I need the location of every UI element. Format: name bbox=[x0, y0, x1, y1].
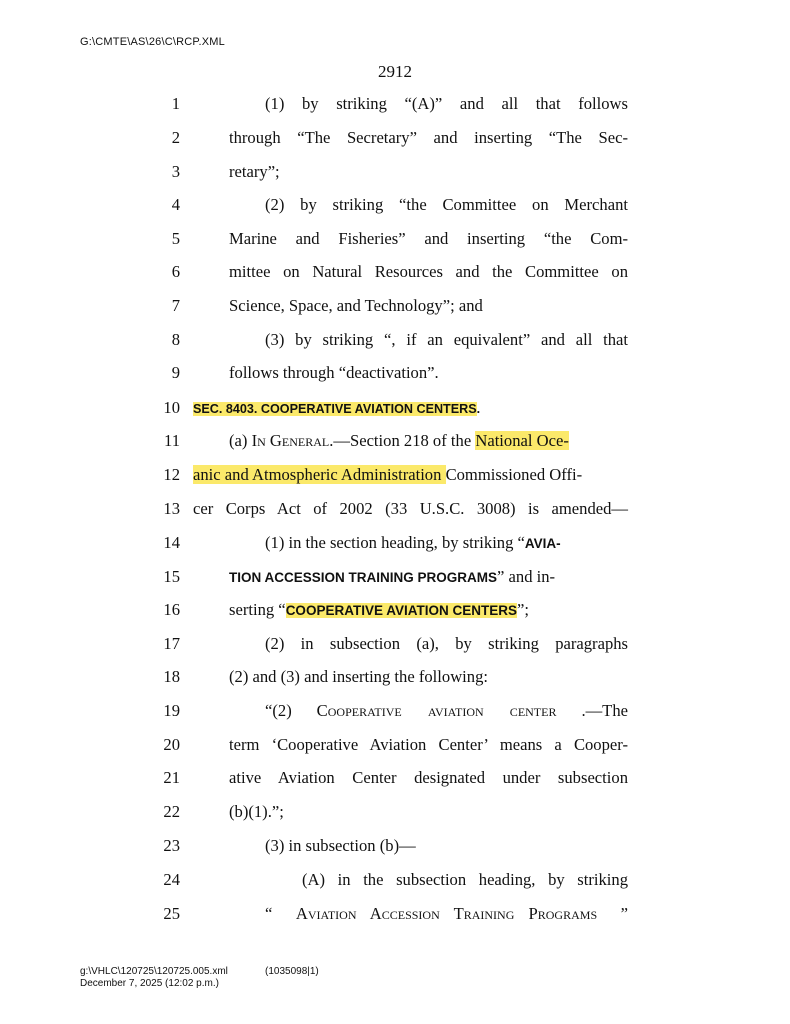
line-number: 6 bbox=[171, 262, 180, 281]
document-line bbox=[0, 323, 790, 356]
document-line bbox=[0, 526, 790, 559]
line-number: 10 bbox=[163, 398, 180, 417]
line-text: cer Corps Act of 2002 (33 U.S.C. 3008) is amended— bbox=[193, 499, 628, 518]
document-line bbox=[0, 761, 790, 794]
line-number: 9 bbox=[171, 363, 180, 382]
line-number: 14 bbox=[163, 533, 180, 552]
line-number: 5 bbox=[171, 229, 180, 248]
line-text: Marine and Fisheries” and inserting “the Com- bbox=[229, 229, 628, 248]
line-number: 13 bbox=[163, 499, 180, 518]
line-text: (2) by striking “the Committee on Merchant bbox=[265, 195, 628, 214]
line-text: Science, Space, and Technology”; and bbox=[229, 296, 483, 315]
line-number: 25 bbox=[163, 904, 180, 923]
document-line bbox=[0, 87, 790, 120]
line-text: retary”; bbox=[229, 162, 280, 181]
line-text: (3) in subsection (b)— bbox=[265, 836, 416, 855]
line-text: anic and Atmospheric Administration Commissioned Offi- bbox=[193, 465, 583, 484]
document-line bbox=[0, 492, 790, 525]
line-text: (3) by striking “, if an equivalent” and all that bbox=[265, 330, 628, 349]
document-line bbox=[0, 222, 790, 255]
document-line bbox=[0, 391, 790, 424]
line-number: 22 bbox=[163, 802, 180, 821]
line-number: 2 bbox=[171, 128, 180, 147]
line-number: 12 bbox=[163, 465, 180, 484]
highlighted-text: COOPERATIVE AVIATION CENTERS bbox=[285, 603, 517, 618]
line-text: mittee on Natural Resources and the Committee on bbox=[229, 262, 628, 281]
document-line bbox=[0, 660, 790, 693]
line-text: (2) in subsection (a), by striking paragraphs bbox=[265, 634, 628, 653]
line-text: (a) In General.—Section 218 of the National Oce- bbox=[229, 431, 569, 450]
heading-caption: Aviation Accession Training Programs bbox=[295, 904, 598, 923]
line-number: 7 bbox=[171, 296, 180, 315]
page-footer bbox=[80, 966, 319, 990]
line-text: term ‘Cooperative Aviation Center’ means a Cooper- bbox=[229, 735, 628, 754]
document-file-path: G:\CMTE\AS\26\C\RCP.XML bbox=[80, 36, 225, 48]
line-text: serting “COOPERATIVE AVIATION CENTERS”; bbox=[229, 600, 529, 619]
line-number: 11 bbox=[164, 431, 180, 450]
document-line bbox=[0, 424, 790, 457]
document-line bbox=[0, 863, 790, 896]
line-number: 4 bbox=[171, 195, 180, 214]
line-number: 21 bbox=[163, 768, 180, 787]
document-line bbox=[0, 694, 790, 727]
page-number: 2912 bbox=[378, 62, 412, 81]
line-text: (2) and (3) and inserting the following: bbox=[229, 667, 488, 686]
line-number: 24 bbox=[163, 870, 180, 889]
line-number: 19 bbox=[163, 701, 180, 720]
line-text: through “The Secretary” and inserting “The Sec- bbox=[229, 128, 628, 147]
footer-document-code: (1035098|1) bbox=[265, 966, 319, 977]
footer-file-path: g:\VHLC\120725\120725.005.xml bbox=[80, 966, 228, 977]
line-number: 20 bbox=[163, 735, 180, 754]
document-line bbox=[0, 560, 790, 593]
document-line bbox=[0, 728, 790, 761]
line-text: (1) in the section heading, by striking “AVIA- bbox=[265, 533, 561, 552]
line-text: (A) in the subsection heading, by striking bbox=[302, 870, 628, 889]
footer-date: December 7, 2025 (12:02 p.m.) bbox=[80, 978, 219, 989]
document-line bbox=[0, 255, 790, 288]
line-text: ative Aviation Center designated under subsection bbox=[229, 768, 628, 787]
line-text: (b)(1).”; bbox=[229, 802, 284, 821]
document-line bbox=[0, 121, 790, 154]
line-number: 3 bbox=[171, 162, 180, 181]
line-text: “ Aviation Accession Training Programs ” bbox=[265, 897, 628, 930]
line-number: 1 bbox=[171, 94, 180, 113]
line-text: (1) by striking “(A)” and all that follows bbox=[265, 94, 628, 113]
document-line bbox=[0, 188, 790, 221]
document-line bbox=[0, 593, 790, 626]
line-text: “(2) Cooperative aviation center .—The bbox=[265, 694, 628, 727]
line-number: 15 bbox=[163, 567, 180, 586]
line-number: 18 bbox=[163, 667, 180, 686]
line-number: 16 bbox=[163, 600, 180, 619]
document-line bbox=[0, 155, 790, 188]
line-text: follows through “deactivation”. bbox=[229, 363, 439, 382]
document-line bbox=[0, 627, 790, 660]
subsection-caption: In General bbox=[251, 431, 330, 450]
highlighted-text: National Oce- bbox=[475, 431, 569, 450]
document-line bbox=[0, 795, 790, 828]
highlighted-text: anic and Atmospheric Administration bbox=[193, 465, 446, 484]
document-line bbox=[0, 356, 790, 389]
paragraph-caption: Cooperative aviation center bbox=[316, 701, 557, 720]
document-line bbox=[0, 458, 790, 491]
line-number: 23 bbox=[163, 836, 180, 855]
section-heading-highlight: SEC. 8403. COOPERATIVE AVIATION CENTERS bbox=[193, 402, 477, 416]
document-line bbox=[0, 897, 790, 930]
line-text: TION ACCESSION TRAINING PROGRAMS” and in- bbox=[229, 567, 556, 586]
line-number: 8 bbox=[171, 330, 180, 349]
line-number: 17 bbox=[163, 634, 180, 653]
section-heading: SEC. 8403. COOPERATIVE AVIATION CENTERS. bbox=[193, 402, 481, 416]
document-line bbox=[0, 829, 790, 862]
document-line bbox=[0, 289, 790, 322]
